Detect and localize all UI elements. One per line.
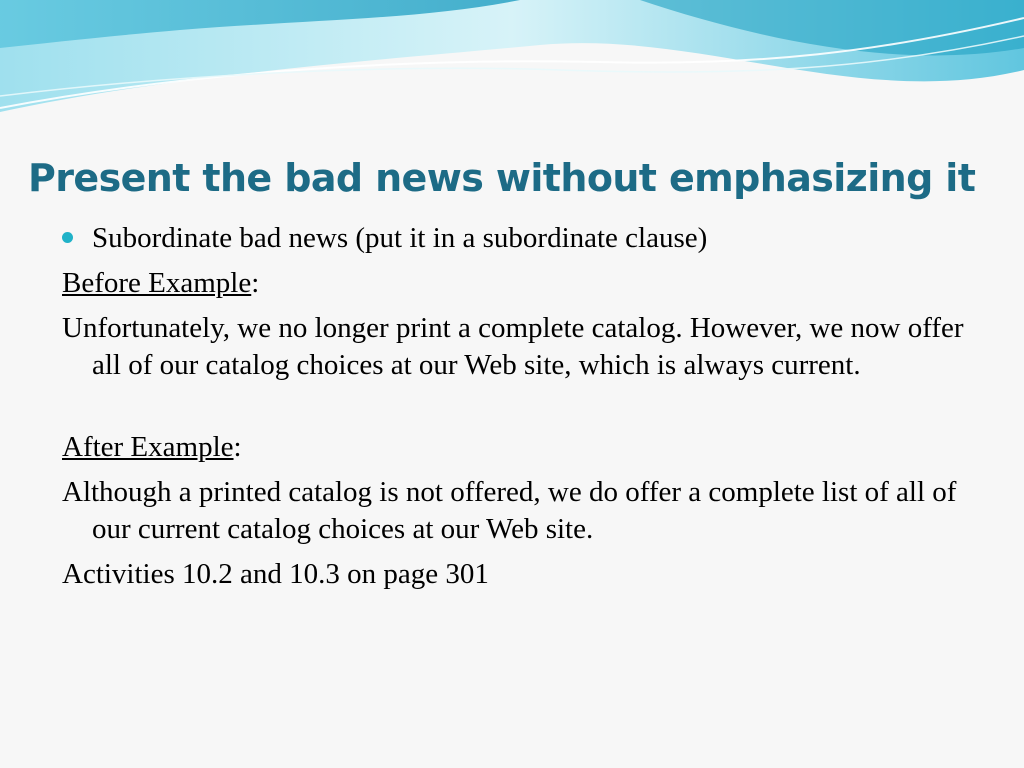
slide-content bbox=[62, 220, 982, 601]
after-example-label: After Example bbox=[62, 431, 234, 463]
after-example-heading bbox=[62, 429, 982, 466]
bullet-point bbox=[62, 220, 982, 257]
bullet-icon bbox=[62, 232, 73, 243]
activities-text: Activities 10.2 and 10.3 on page 301 bbox=[62, 558, 489, 590]
before-example-heading bbox=[62, 265, 982, 302]
before-example-text: Unfortunately, we no longer print a complete catalog. However, we now offer all of our catalog choices at our Web site, which is always current. bbox=[62, 312, 964, 381]
before-example-colon: : bbox=[251, 267, 260, 299]
decorative-wave-header bbox=[0, 0, 1024, 120]
before-example-label: Before Example bbox=[62, 267, 252, 299]
slide-title: Present the bad news without emphasizing it bbox=[28, 156, 976, 200]
after-example-colon: : bbox=[233, 431, 242, 463]
bullet-text: Subordinate bad news (put it in a subordinate clause) bbox=[92, 222, 708, 254]
spacer bbox=[62, 392, 982, 429]
after-example-text: Although a printed catalog is not offered, we do offer a complete list of all of our current catalog choices at our Web site. bbox=[62, 476, 957, 545]
